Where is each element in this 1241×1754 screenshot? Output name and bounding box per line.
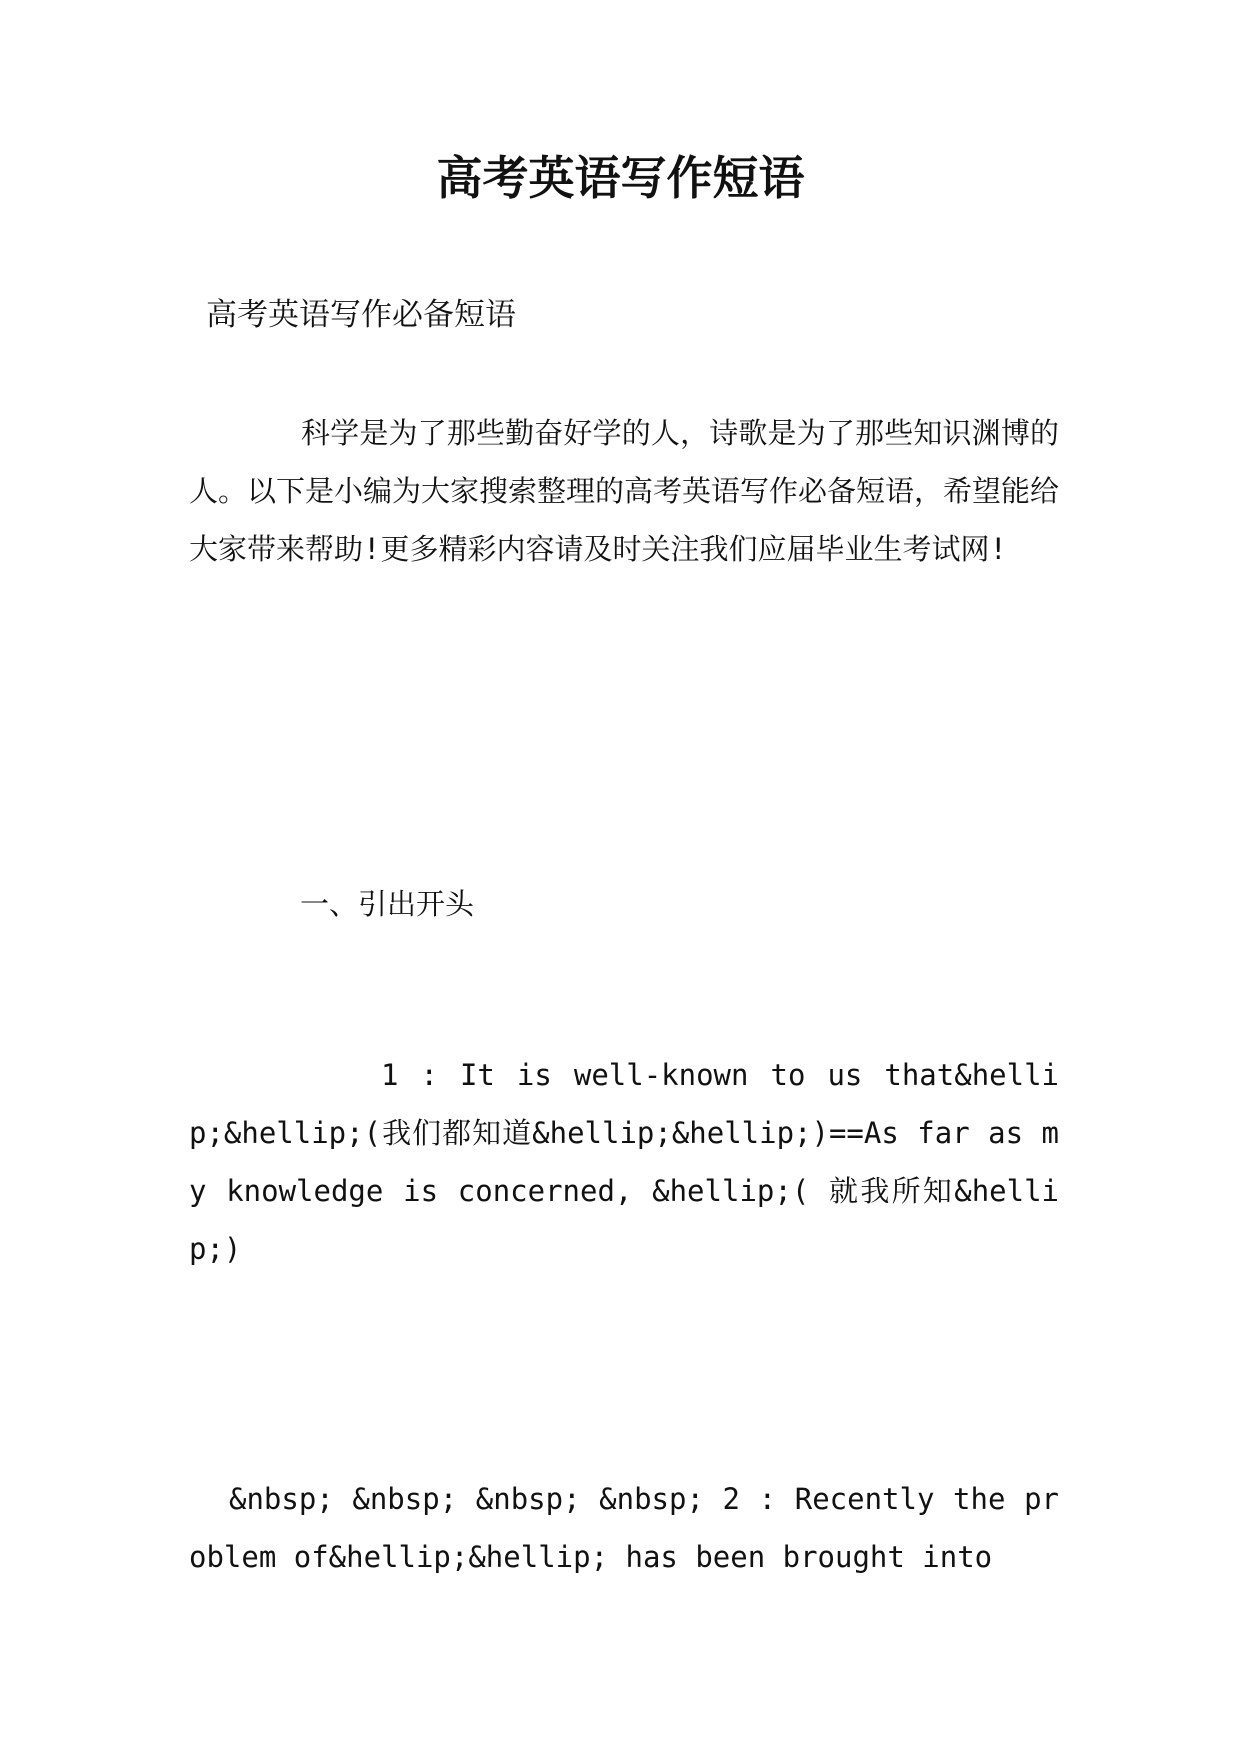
phrase-item-2: &nbsp; &nbsp; &nbsp; &nbsp; 2 : Recently the problem of&hellip;&hellip; has been brought into	[189, 1482, 1059, 1574]
intro-paragraph: 科学是为了那些勤奋好学的人，诗歌是为了那些知识渊博的人。以下是小编为大家搜索整理的高考英语写作必备短语，希望能给大家带来帮助!更多精彩内容请及时关注我们应届毕业生考试网!	[189, 416, 1060, 566]
section-heading: 一、引出开头	[300, 887, 475, 921]
document-title: 高考英语写作短语	[436, 151, 805, 205]
phrase-item-1: 1 : It is well-known to us that&hellip;&hellip;(我们都知道&hellip;&hellip;)==As far as my knowledge is concerned, &hellip;( 就我所知&hellip;)	[189, 1058, 1059, 1266]
document-subtitle: 高考英语写作必备短语	[206, 297, 516, 333]
